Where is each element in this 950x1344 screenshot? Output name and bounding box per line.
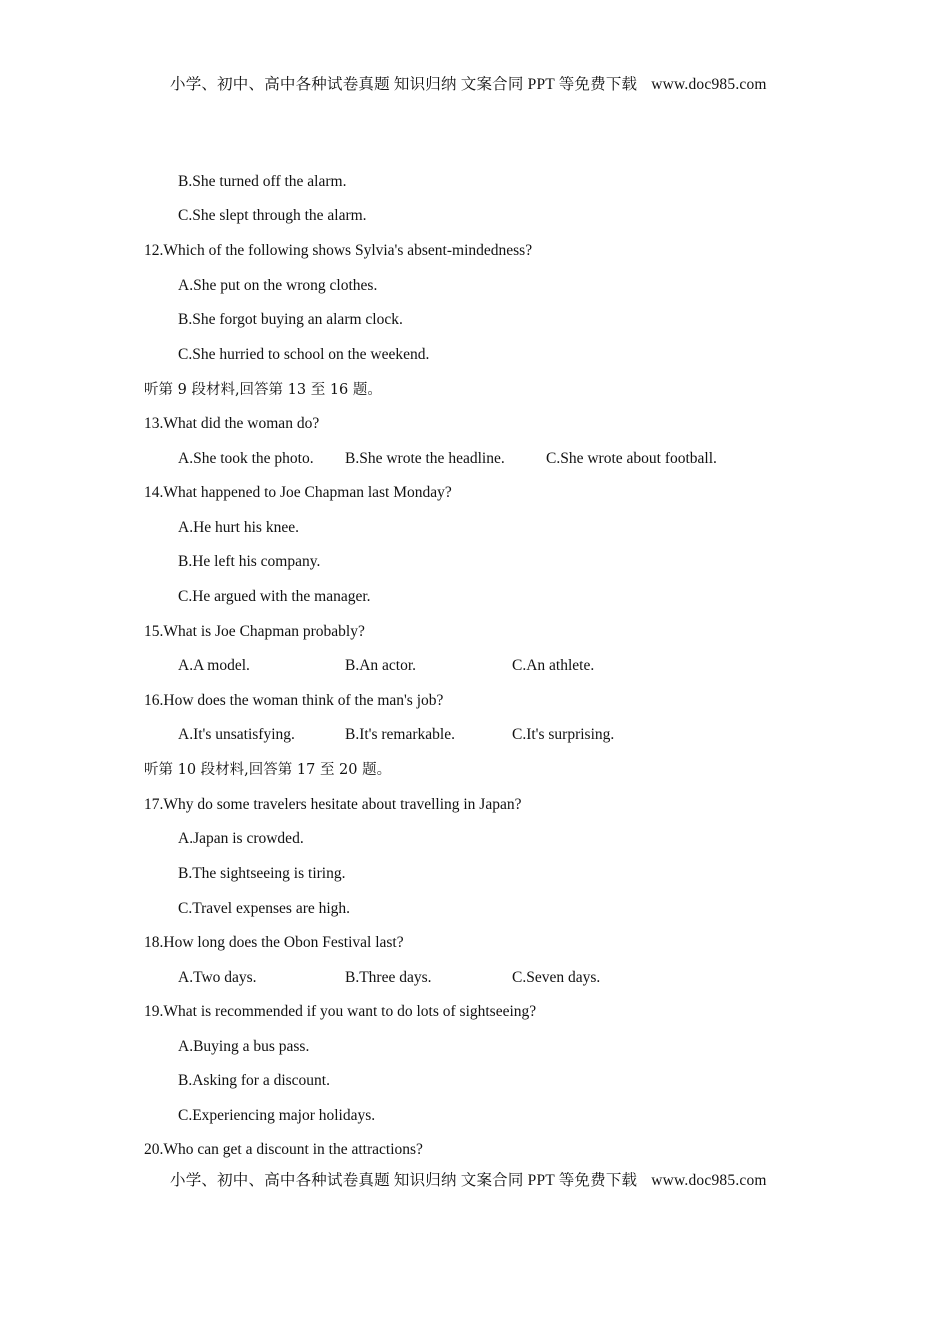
option-13b: B.She wrote the headline. [345,450,505,467]
question-19: 19.What is recommended if you want to do lots of sightseeing? [144,1003,537,1020]
section-9-instruction: 听第 9 段材料,回答第 13 至 16 题。 [144,382,382,398]
option-17b: B.The sightseeing is tiring. [178,865,346,882]
footer-url[interactable]: www.doc985.com [651,1172,767,1189]
footer-text: 小学、初中、高中各种试卷真题 知识归纳 文案合同 PPT 等免费下载 [170,1172,638,1189]
option-11b: B.She turned off the alarm. [178,173,347,190]
option-16c: C.It's surprising. [512,726,615,743]
option-13c: C.She wrote about football. [546,450,717,467]
option-16b: B.It's remarkable. [345,726,455,743]
option-15b: B.An actor. [345,657,417,674]
option-14b: B.He left his company. [178,553,321,570]
option-18a: A.Two days. [178,969,257,986]
question-13: 13.What did the woman do? [144,415,320,432]
option-12a: A.She put on the wrong clothes. [178,277,378,294]
option-18b: B.Three days. [345,969,432,986]
header-url[interactable]: www.doc985.com [651,76,767,93]
question-12: 12.Which of the following shows Sylvia's absent-mindedness? [144,242,533,259]
question-15: 15.What is Joe Chapman probably? [144,623,365,640]
option-19c: C.Experiencing major holidays. [178,1107,376,1124]
option-17a: A.Japan is crowded. [178,830,304,847]
option-18c: C.Seven days. [512,969,601,986]
question-16: 16.How does the woman think of the man's job? [144,692,444,709]
option-13a: A.She took the photo. [178,450,314,467]
option-17c: C.Travel expenses are high. [178,900,351,917]
option-14c: C.He argued with the manager. [178,588,371,605]
question-17: 17.Why do some travelers hesitate about travelling in Japan? [144,796,522,813]
option-12c: C.She hurried to school on the weekend. [178,346,430,363]
question-20: 20.Who can get a discount in the attractions? [144,1141,423,1158]
option-19a: A.Buying a bus pass. [178,1038,310,1055]
option-11c: C.She slept through the alarm. [178,207,367,224]
option-12b: B.She forgot buying an alarm clock. [178,311,403,328]
option-16a: A.It's unsatisfying. [178,726,295,743]
question-14: 14.What happened to Joe Chapman last Monday? [144,484,452,501]
section-10-instruction: 听第 10 段材料,回答第 17 至 20 题。 [144,762,392,778]
question-18: 18.How long does the Obon Festival last? [144,934,404,951]
header-text: 小学、初中、高中各种试卷真题 知识归纳 文案合同 PPT 等免费下载 [170,76,638,93]
option-15a: A.A model. [178,657,250,674]
option-19b: B.Asking for a discount. [178,1072,330,1089]
option-14a: A.He hurt his knee. [178,519,299,536]
page-footer [170,1168,767,1190]
page-header [170,72,767,94]
option-15c: C.An athlete. [512,657,595,674]
